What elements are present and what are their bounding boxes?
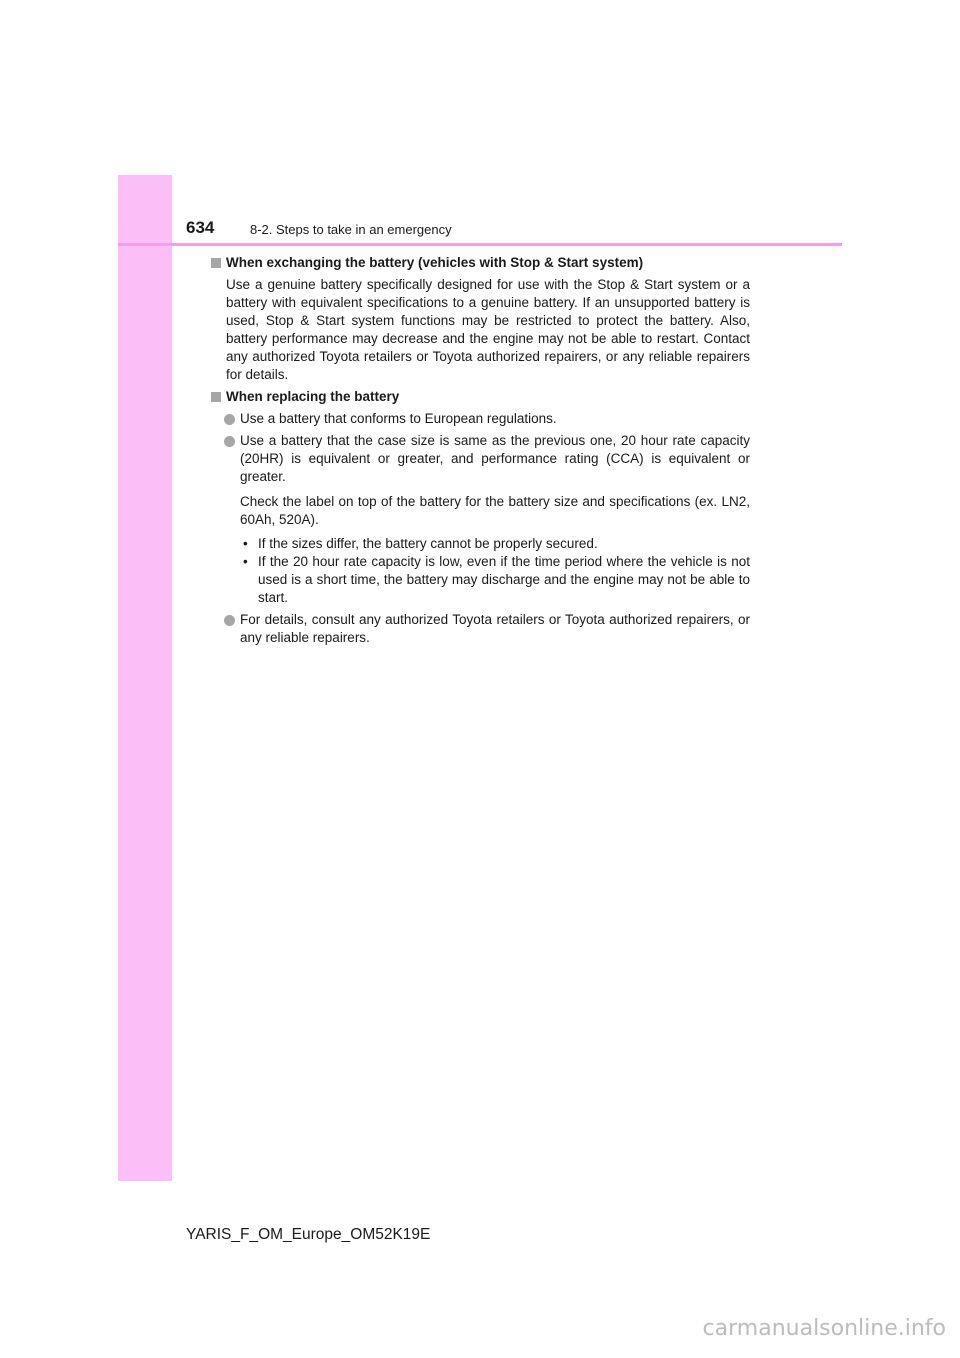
small-bullet-icon: •	[243, 536, 248, 551]
square-bullet-icon	[211, 258, 221, 268]
heading-text: When exchanging the battery (vehicles with Stop & Start system)	[226, 255, 644, 270]
sub-list-item	[210, 553, 750, 607]
heading-battery-exchange	[210, 254, 750, 272]
header-divider	[118, 243, 842, 246]
circle-bullet-icon	[224, 414, 235, 425]
sub-list-item-text: If the 20 hour rate capacity is low, even if the time period where the vehicle is not used is a short time, the battery may discharge and the engine may not be able to start.	[258, 554, 750, 605]
circle-bullet-icon	[224, 615, 235, 626]
paragraph-stop-start-battery: Use a genuine battery specifically designed for use with the Stop & Start system or a battery with equivalent specifications to a genuine battery. If an unsupported battery is used, Stop & Start system functions may be restricted to protect the battery. Also, battery performance may decrease and the engine may not be able to restart. Contact any authorized Toyota retailers or Toyota authorized repairers, or any reliable repairers for details.	[226, 277, 750, 382]
watermark: carmanualsonline.info	[702, 1316, 946, 1341]
page-number: 634	[186, 218, 215, 237]
list-item	[210, 410, 750, 428]
list-item-text: Use a battery that conforms to European regulations.	[240, 411, 557, 426]
section-title: 8-2. Steps to take in an emergency	[250, 222, 452, 237]
document-code: YARIS_F_OM_Europe_OM52K19E	[186, 1226, 431, 1243]
sub-list-item-text: If the sizes differ, the battery cannot be properly secured.	[258, 536, 598, 551]
circle-bullet-icon	[224, 436, 235, 447]
heading-text: When replacing the battery	[226, 389, 400, 404]
heading-battery-replace	[210, 388, 750, 406]
list-item-text: For details, consult any authorized Toyota retailers or Toyota authorized repairers, or any reliable repairers.	[240, 612, 750, 645]
small-bullet-icon: •	[243, 554, 248, 569]
page-content	[210, 254, 750, 647]
square-bullet-icon	[211, 392, 221, 402]
paragraph-check-label: Check the label on top of the battery for the battery size and specifications (ex. LN2, 60Ah, 520A).	[240, 494, 750, 527]
list-item	[210, 611, 750, 647]
sub-list-item	[210, 535, 750, 553]
chapter-sidebar-tab	[118, 175, 172, 1181]
sub-list	[210, 535, 750, 607]
list-item	[210, 432, 750, 486]
list-item-text: Use a battery that the case size is same as the previous one, 20 hour rate capacity (20HR) is equivalent or greater, and performance rating (CCA) is equivalent or greater.	[240, 433, 750, 484]
